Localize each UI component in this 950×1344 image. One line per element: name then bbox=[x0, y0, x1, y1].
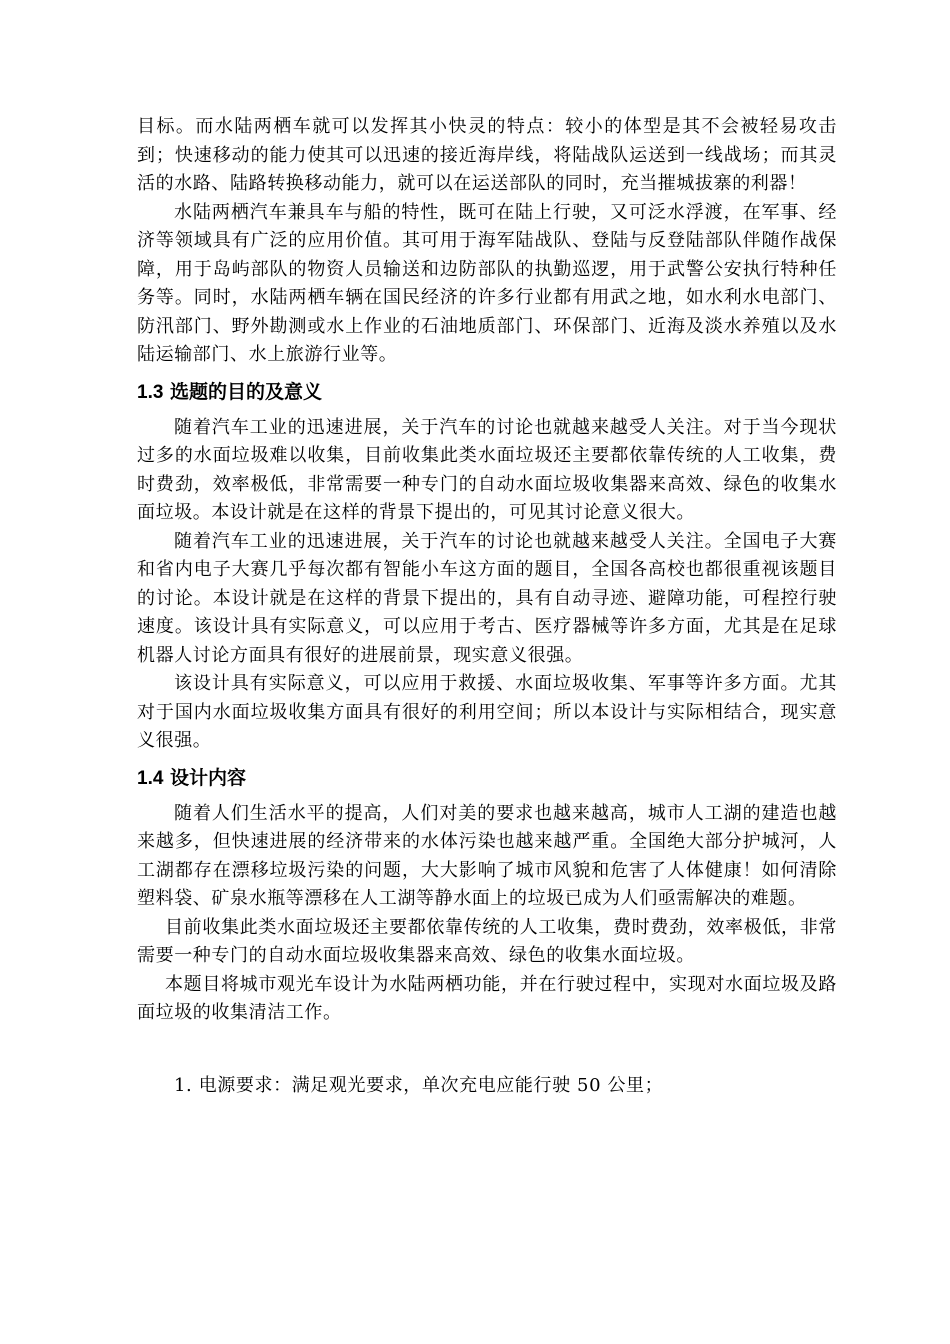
document-page bbox=[137, 113, 837, 1100]
section-number: 1.4 bbox=[137, 767, 164, 789]
section-heading-1-3 bbox=[137, 378, 837, 407]
body-paragraph: 随着人们生活水平的提高，人们对美的要求也越来越高，城市人工湖的建造也越来越多，但快速进展的经济带来的水体污染也越来越严重。全国绝大部分护城河，人工湖都存在漂移垃圾污染的问题，大大影响了城市风貌和危害了人体健康！如何清除塑料袋、矿泉水瓶等漂移在人工湖等静水面上的垃圾已成为人们亟需解决的难题。 bbox=[137, 802, 837, 909]
body-paragraph: 本题目将城市观光车设计为水陆两栖功能，并在行驶过程中，实现对水面垃圾及路面垃圾的收集清洁工作。 bbox=[137, 973, 837, 1023]
section-title: 设计内容 bbox=[170, 766, 247, 789]
list-item: 1. 电源要求：满足观光要求，单次充电应能行驶 50 公里； bbox=[174, 1074, 664, 1096]
body-paragraph: 目前收集此类水面垃圾还主要都依靠传统的人工收集，费时费劲，效率极低，非常需要一种专门的自动水面垃圾收集器来高效、绿色的收集水面垃圾。 bbox=[137, 916, 837, 966]
body-paragraph: 随着汽车工业的迅速进展，关于汽车的讨论也就越来越受人关注。全国电子大赛和省内电子大赛几乎每次都有智能小车这方面的题目，全国各高校也都很重视该题目的讨论。本设计就是在这样的背景下提出的，具有自动寻迹、避障功能，可程控行驶速度。该设计具有实际意义，可以应用于考古、医疗器械等许多方面，尤其是在足球机器人讨论方面具有很好的进展前景，现实意义很强。 bbox=[137, 530, 837, 666]
section-heading-1-4 bbox=[137, 764, 837, 793]
body-paragraph: 目标。而水陆两栖车就可以发挥其小快灵的特点：较小的体型是其不会被轻易攻击到；快速移动的能力使其可以迅速的接近海岸线，将陆战队运送到一线战场；而其灵活的水路、陆路转换移动能力，就可以在运送部队的同时，充当摧城拔寨的利器！ bbox=[137, 116, 837, 194]
section-number: 1.3 bbox=[137, 381, 164, 403]
section-title: 选题的目的及意义 bbox=[170, 380, 323, 403]
body-paragraph: 随着汽车工业的迅速进展，关于汽车的讨论也就越来越受人关注。对于当今现状过多的水面垃圾难以收集，目前收集此类水面垃圾还主要都依靠传统的人工收集，费时费劲，效率极低，非常需要一种专门的自动水面垃圾收集器来高效、绿色的收集水面垃圾。本设计就是在这样的背景下提出的，可见其讨论意义很大。 bbox=[137, 416, 837, 523]
body-paragraph: 该设计具有实际意义，可以应用于救援、水面垃圾收集、军事等许多方面。尤其对于国内水面垃圾收集方面具有很好的利用空间；所以本设计与实际相结合，现实意义很强。 bbox=[137, 673, 837, 751]
body-paragraph: 水陆两栖汽车兼具车与船的特性，既可在陆上行驶，又可泛水浮渡，在军事、经济等领域具有广泛的应用价值。其可用于海军陆战队、登陆与反登陆部队伴随作战保障，用于岛屿部队的物资人员输送和边防部队的执勤巡逻，用于武警公安执行特种任务等。同时，水陆两栖车辆在国民经济的许多行业都有用武之地，如水利水电部门、防汛部门、野外勘测或水上作业的石油地质部门、环保部门、近海及淡水养殖以及水陆运输部门、水上旅游行业等。 bbox=[137, 201, 837, 365]
